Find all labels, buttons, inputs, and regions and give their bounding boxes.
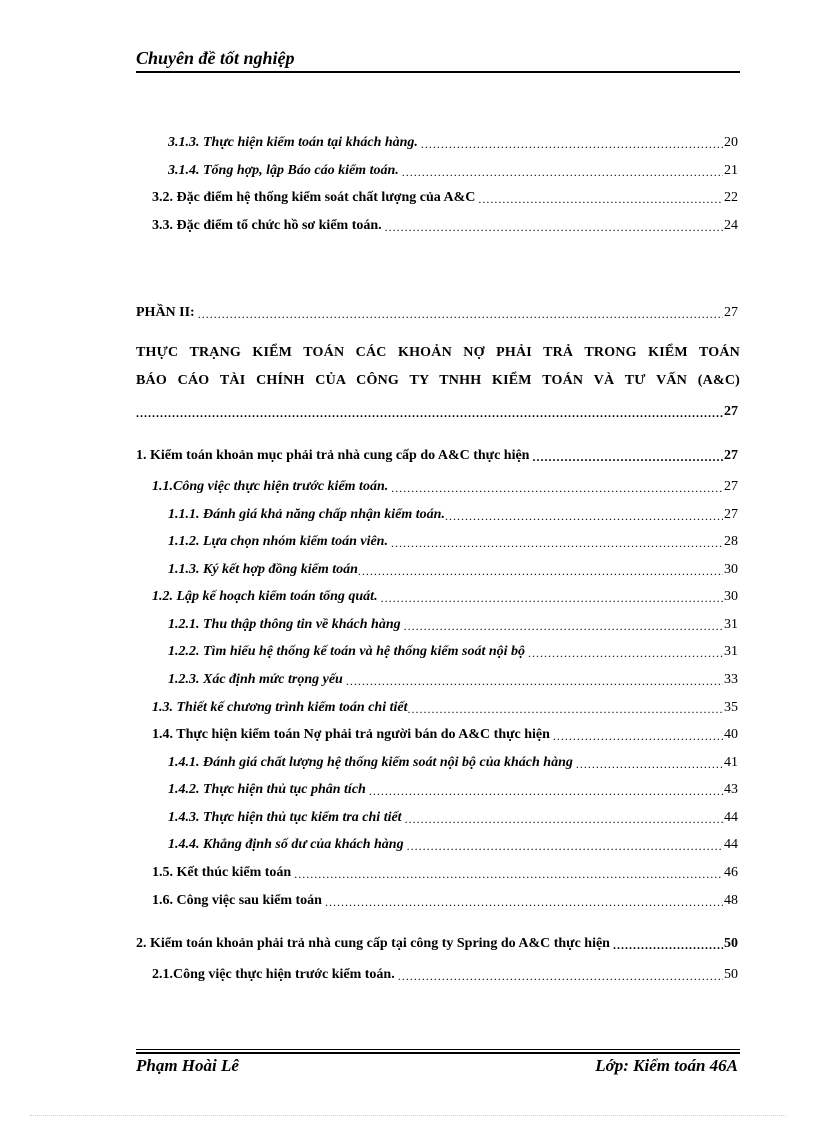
toc-entry-text: 1.5. Kết thúc kiểm toán: [152, 865, 292, 880]
toc-entry: [0, 187, 738, 207]
toc-leader: [136, 405, 723, 421]
toc-page-number: 35: [724, 700, 738, 715]
toc-entry: [0, 559, 738, 579]
toc-entry: [0, 614, 738, 634]
toc-leader: [553, 728, 723, 744]
toc-page-number: 48: [724, 893, 738, 908]
toc-leader: [198, 306, 723, 322]
toc-page-number: 27: [724, 479, 738, 494]
toc-entry: [0, 807, 738, 827]
toc-entry: [0, 862, 738, 882]
toc-entry-text: 1.1.2. Lựa chọn nhóm kiểm toán viên.: [168, 534, 388, 549]
toc-leader: [421, 136, 723, 152]
toc-entry-text: 1.4. Thực hiện kiểm toán Nợ phải trả người bán do A&C thực hiện: [152, 727, 550, 742]
toc-page-number: 31: [724, 644, 738, 659]
toc-leader: [346, 673, 723, 689]
toc-page-number: 41: [724, 755, 738, 770]
toc-page-number: 31: [724, 617, 738, 632]
toc-entry: [0, 724, 738, 744]
toc-page-number: 30: [724, 589, 738, 604]
toc-entry-text: 3.1.3. Thực hiện kiểm toán tại khách hàng.: [168, 135, 418, 150]
toc-entry-text: PHẦN II:: [136, 305, 195, 320]
toc-entry-text: 1.4.2. Thực hiện thủ tục phân tích: [168, 782, 366, 797]
toc-leader: [528, 645, 723, 661]
toc-leader: [294, 866, 723, 882]
toc-entry: [0, 132, 738, 152]
page-header-title: Chuyên đề tốt nghiệp: [136, 48, 295, 68]
toc-page-number: 27: [724, 448, 738, 463]
toc-entry: [0, 834, 738, 854]
toc-entry-text: 1.2. Lập kế hoạch kiểm toán tổng quát.: [152, 589, 378, 604]
toc-leader: [478, 191, 723, 207]
toc-entry-text: 2. Kiểm toán khoản phải trả nhà cung cấp tại công ty Spring do A&C thực hiện: [136, 936, 610, 951]
toc-leader: [576, 756, 723, 772]
toc-entry: [0, 779, 738, 799]
toc-leader: [381, 590, 723, 606]
toc-page-number: 50: [724, 967, 738, 982]
toc-entry-text: 3.1.4. Tổng hợp, lập Báo cáo kiểm toán.: [168, 163, 399, 178]
toc-entry-text: 1.1.3. Ký kết hợp đồng kiểm toán: [168, 562, 358, 577]
toc-entry: [0, 697, 738, 717]
toc-leader: [445, 508, 723, 524]
toc-page-number: 43: [724, 782, 738, 797]
toc-entry-text: 1.2.1. Thu thập thông tin về khách hàng: [168, 617, 401, 632]
toc-entry-text: 1.2.3. Xác định mức trọng yếu: [168, 672, 343, 687]
toc-page-number: 40: [724, 727, 738, 742]
toc-leader: [532, 449, 723, 465]
toc-leader: [369, 783, 723, 799]
toc-leader: [391, 535, 723, 551]
toc-entry-text: 1.4.4. Khẳng định số dư của khách hàng: [168, 837, 404, 852]
toc-leader: [385, 219, 723, 235]
toc-page-number: 46: [724, 865, 738, 880]
toc-entry: [0, 890, 738, 910]
toc-page-number: 27: [724, 507, 738, 522]
toc-page-number: 30: [724, 562, 738, 577]
toc-page-number: 20: [724, 135, 738, 150]
toc-leader: [398, 968, 723, 984]
toc-leader: [407, 838, 723, 854]
toc-entry-part: [0, 302, 738, 322]
toc-entry: [0, 669, 738, 689]
toc-entry: [0, 933, 738, 953]
footer-rule: [136, 1049, 740, 1050]
toc-entry: [0, 964, 738, 984]
toc-leader: [613, 937, 723, 953]
toc-leader: [407, 701, 723, 717]
toc-entry: [0, 445, 738, 465]
toc-entry-text: 1. Kiểm toán khoản mục phải trả nhà cung cấp do A&C thực hiện: [136, 448, 530, 463]
toc-page-number: 44: [724, 837, 738, 852]
toc-entry: [0, 160, 738, 180]
toc-leader: [358, 563, 723, 579]
toc-entry-text: 2.1.Công việc thực hiện trước kiểm toán.: [152, 967, 395, 982]
toc-entry-text: 1.4.3. Thực hiện thủ tục kiểm tra chi tiết: [168, 810, 402, 825]
toc-page-number: 24: [724, 218, 738, 233]
toc-leader: [402, 164, 723, 180]
toc-entry-text: 1.3. Thiết kế chương trình kiểm toán chi tiết: [152, 700, 408, 715]
toc-entry-text: 3.2. Đặc điểm hệ thống kiểm soát chất lượng của A&C: [152, 190, 476, 205]
toc-page-number: 44: [724, 810, 738, 825]
footer-class-label: Lớp: Kiểm toán 46A: [595, 1056, 738, 1075]
toc-leader: [404, 618, 723, 634]
toc-page-number: 22: [724, 190, 738, 205]
toc-entry: [0, 531, 738, 551]
toc-page-number: 27: [724, 404, 738, 419]
toc-entry-text: 1.1.1. Đánh giá khả năng chấp nhận kiểm toán.: [168, 507, 445, 522]
toc-entry: [0, 641, 738, 661]
toc-leader: [391, 480, 723, 496]
toc-page-number: 27: [724, 305, 738, 320]
toc-entry-text: 1.6. Công việc sau kiểm toán: [152, 893, 322, 908]
toc-page-number: 33: [724, 672, 738, 687]
footer-author: Phạm Hoài Lê: [136, 1056, 239, 1075]
toc-leader: [405, 811, 723, 827]
toc-entry-text: 3.3. Đặc điểm tổ chức hồ sơ kiểm toán.: [152, 218, 382, 233]
page-bottom-dotted-border: [30, 1115, 786, 1116]
toc-entry-text: 1.4.1. Đánh giá chất lượng hệ thống kiểm soát nội bộ của khách hàng: [168, 755, 573, 770]
part-heading-line2: BÁO CÁO TÀI CHÍNH CỦA CÔNG TY TNHH KIỂM TOÁN VÀ TƯ VẤN (A&C): [136, 373, 740, 388]
header-rule: [136, 71, 740, 73]
footer-rule-thick: [136, 1052, 740, 1054]
toc-entry-text: 1.2.2. Tìm hiểu hệ thống kế toán và hệ thống kiểm soát nội bộ: [168, 644, 526, 659]
toc-page-number: 21: [724, 163, 738, 178]
toc-entry: [0, 401, 738, 421]
toc-entry: [0, 586, 738, 606]
toc-entry-text: 1.1.Công việc thực hiện trước kiểm toán.: [152, 479, 389, 494]
toc-leader: [325, 894, 723, 910]
toc-entry: [0, 476, 738, 496]
toc-entry: [0, 504, 738, 524]
part-heading-line1: THỰC TRẠNG KIỂM TOÁN CÁC KHOẢN NỢ PHẢI TRẢ TRONG KIỂM TOÁN: [136, 345, 740, 360]
toc-entry: [0, 752, 738, 772]
toc-page-number: 28: [724, 534, 738, 549]
toc-page-number: 50: [724, 936, 738, 951]
toc-entry: [0, 215, 738, 235]
